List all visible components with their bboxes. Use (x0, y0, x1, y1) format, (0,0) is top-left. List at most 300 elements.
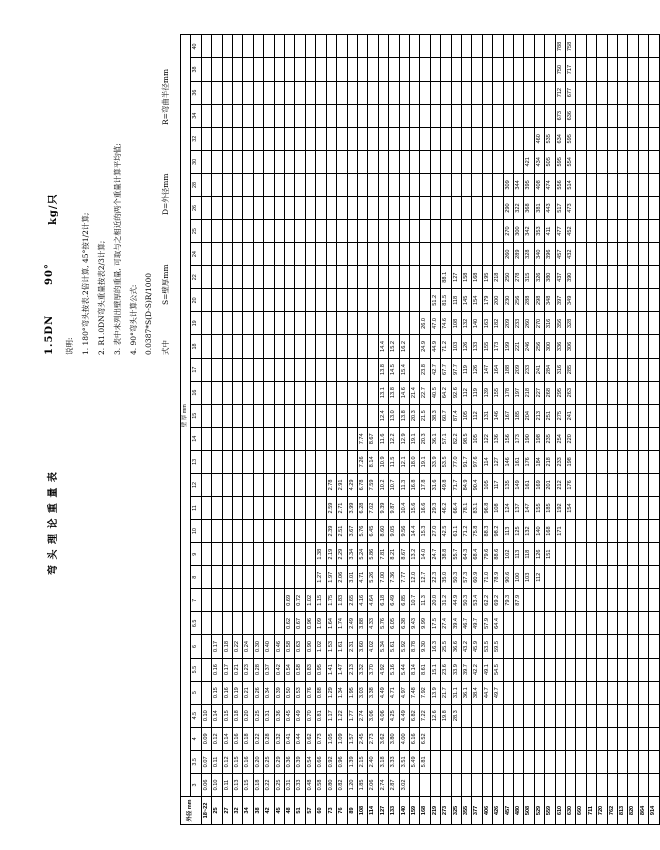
weight-cell (378, 150, 388, 173)
weight-cell: 10.7 (409, 589, 419, 612)
weight-cell (638, 404, 648, 427)
weight-cell (399, 243, 409, 266)
weight-cell (326, 220, 336, 243)
weight-cell: 33.9 (430, 450, 440, 473)
weight-cell: 3.18 (378, 750, 388, 773)
weight-cell (326, 127, 336, 150)
weight-cell (482, 704, 492, 727)
weight-cell (534, 58, 544, 81)
weight-cell (638, 104, 648, 127)
weight-cell (638, 312, 648, 335)
weight-cell (316, 266, 326, 289)
weight-cell (534, 635, 544, 658)
outer-diameter-cell: 762 (607, 797, 617, 825)
weight-cell: 0.07 (201, 750, 211, 773)
weight-cell (597, 773, 607, 796)
weight-cell: 14.5 (389, 358, 399, 381)
weight-cell (628, 543, 638, 566)
weight-cell (649, 520, 659, 543)
weight-cell (253, 104, 263, 127)
weight-cell: 1.53 (326, 635, 336, 658)
weight-cell (597, 58, 607, 81)
weight-cell (285, 543, 295, 566)
weight-cell: 0.30 (253, 635, 263, 658)
weight-cell (441, 727, 451, 750)
weight-cell: 1.85 (357, 773, 367, 796)
weight-cell: 71.2 (441, 335, 451, 358)
weight-cell (337, 173, 347, 196)
weight-cell (357, 381, 367, 404)
weight-cell (233, 127, 243, 150)
weight-cell (295, 289, 305, 312)
weight-cell: 1.22 (337, 704, 347, 727)
weight-cell (243, 266, 253, 289)
weight-cell: 0.54 (285, 658, 295, 681)
weight-cell (305, 427, 315, 450)
weight-cell (316, 173, 326, 196)
weight-cell: 212 (555, 473, 565, 496)
weight-cell: 69.2 (493, 589, 503, 612)
weight-cell: 8.61 (420, 658, 430, 681)
weight-cell (566, 566, 576, 589)
weight-cell: 53.5 (441, 450, 451, 473)
weight-cell (420, 104, 430, 127)
weight-cell: 0.11 (222, 773, 232, 796)
weight-cell (326, 104, 336, 127)
weight-cell (576, 681, 586, 704)
weight-cell: 251 (545, 404, 555, 427)
weight-cell: 169 (534, 473, 544, 496)
weight-cell (586, 127, 596, 150)
weight-cell: 44.9 (430, 335, 440, 358)
weight-cell: 0.90 (305, 635, 315, 658)
weight-cell: 395 (524, 173, 534, 196)
weight-cell: 535 (545, 127, 555, 150)
weight-cell: 0.44 (295, 727, 305, 750)
weight-cell (243, 473, 253, 496)
weight-cell: 0.26 (253, 681, 263, 704)
weight-cell: 2.65 (347, 589, 357, 612)
weight-cell (201, 612, 211, 635)
weight-cell: 0.81 (316, 704, 326, 727)
weight-cell (264, 81, 274, 104)
table-title: 弯 头 理 论 重 量 表 (48, 471, 59, 575)
weight-cell: 233 (524, 358, 534, 381)
weight-cell (222, 543, 232, 566)
weight-cell (586, 450, 596, 473)
weight-cell (566, 750, 576, 773)
weight-cell (649, 58, 659, 81)
weight-cell (472, 750, 482, 773)
rotated-sheet (40, 35, 657, 825)
weight-cell (607, 612, 617, 635)
weight-cell (586, 520, 596, 543)
weight-cell (222, 496, 232, 519)
weight-cell (649, 681, 659, 704)
weight-cell (409, 196, 419, 219)
weight-cell (545, 35, 555, 58)
weight-cell (555, 704, 565, 727)
weight-cell (555, 589, 565, 612)
weight-cell: 16.3 (430, 635, 440, 658)
weight-cell: 27.4 (441, 612, 451, 635)
weight-cell (576, 704, 586, 727)
weight-cell (222, 566, 232, 589)
weight-cell (337, 104, 347, 127)
weight-cell (576, 773, 586, 796)
weight-cell: 27.0 (430, 520, 440, 543)
weight-cell: 256 (534, 335, 544, 358)
weight-cell (233, 220, 243, 243)
weight-cell (597, 589, 607, 612)
weight-cell (628, 358, 638, 381)
weight-cell (472, 104, 482, 127)
outer-diameter-cell: 508 (524, 797, 534, 825)
thickness-value: 18 (191, 335, 201, 358)
weight-cell (514, 658, 524, 681)
weight-cell (628, 220, 638, 243)
weight-cell (472, 196, 482, 219)
weight-cell (274, 312, 284, 335)
weight-cell (201, 312, 211, 335)
table-row (295, 35, 305, 825)
weight-cell (305, 381, 315, 404)
weight-cell: 0.96 (305, 612, 315, 635)
weight-cell: 396 (545, 243, 555, 266)
weight-cell (597, 658, 607, 681)
weight-cell: 35.0 (441, 566, 451, 589)
weight-cell (607, 404, 617, 427)
weight-cell (201, 81, 211, 104)
weight-cell (347, 173, 357, 196)
weight-cell (649, 266, 659, 289)
weight-cell: 155 (493, 381, 503, 404)
weight-cell (212, 104, 222, 127)
weight-cell (607, 750, 617, 773)
weight-cell (628, 773, 638, 796)
weight-cell: 155 (534, 496, 544, 519)
weight-cell (638, 35, 648, 58)
weight-cell (649, 243, 659, 266)
weight-cell (576, 612, 586, 635)
weight-cell (555, 750, 565, 773)
weight-cell (514, 727, 524, 750)
outer-diameter-cell: 480 (514, 797, 524, 825)
weight-cell (441, 220, 451, 243)
weight-cell (357, 266, 367, 289)
outer-diameter-cell: 273 (441, 797, 451, 825)
weight-cell: 55.7 (451, 543, 461, 566)
weight-cell (357, 243, 367, 266)
weight-cell (368, 81, 378, 104)
weight-cell (274, 450, 284, 473)
weight-cell: 40.5 (430, 381, 440, 404)
weight-cell: 204 (524, 404, 534, 427)
weight-cell (264, 543, 274, 566)
formula: 0.0387*S(D-S)R/1000 (144, 272, 153, 355)
weight-cell (243, 450, 253, 473)
weight-cell: 13.8 (378, 358, 388, 381)
weight-cell (524, 35, 534, 58)
weight-cell (274, 404, 284, 427)
weight-cell: 0.39 (274, 681, 284, 704)
weight-cell: 348 (545, 289, 555, 312)
weight-cell: 42.5 (441, 520, 451, 543)
weight-cell (389, 35, 399, 58)
weight-cell: 3.70 (368, 658, 378, 681)
weight-cell: 1.97 (326, 566, 336, 589)
weight-cell (555, 773, 565, 796)
weight-cell: 457 (555, 243, 565, 266)
weight-cell: 171 (555, 520, 565, 543)
weight-cell: 8.78 (409, 635, 419, 658)
weight-cell: 0.92 (326, 750, 336, 773)
weight-cell (274, 150, 284, 173)
weight-cell (503, 773, 513, 796)
weight-cell: 0.23 (243, 658, 253, 681)
weight-cell: 98.5 (461, 427, 471, 450)
weight-cell: 192 (555, 496, 565, 519)
weight-cell (566, 589, 576, 612)
weight-cell (545, 58, 555, 81)
weight-cell (514, 58, 524, 81)
weight-cell (233, 266, 243, 289)
weight-cell (201, 35, 211, 58)
weight-cell: 7.22 (420, 704, 430, 727)
weight-cell (597, 427, 607, 450)
weight-cell (347, 220, 357, 243)
weight-cell (222, 358, 232, 381)
weight-cell (586, 35, 596, 58)
weight-cell (233, 450, 243, 473)
weight-cell: 78.9 (493, 566, 503, 589)
outer-diameter-cell: 660 (576, 797, 586, 825)
weight-cell (347, 58, 357, 81)
weight-cell (201, 150, 211, 173)
weight-cell (555, 681, 565, 704)
thickness-value: 34 (191, 104, 201, 127)
table-row (482, 35, 492, 825)
weight-cell (243, 496, 253, 519)
weight-cell: 14.4 (378, 335, 388, 358)
weight-cell: 127 (451, 266, 461, 289)
weight-cell (503, 58, 513, 81)
weight-cell: 0.09 (201, 727, 211, 750)
weight-cell: 92.6 (451, 381, 461, 404)
weight-cell: 20.0 (430, 589, 440, 612)
thickness-header: 壁 厚 mm (181, 35, 191, 797)
weight-cell: 2.45 (357, 727, 367, 750)
weight-cell: 97.6 (472, 450, 482, 473)
weight-cell (586, 81, 596, 104)
weight-cell (461, 196, 471, 219)
weight-cell (285, 566, 295, 589)
weight-cell: 213 (534, 404, 544, 427)
weight-cell (420, 81, 430, 104)
weight-cell (212, 127, 222, 150)
weight-cell (555, 635, 565, 658)
weight-cell: 353 (534, 220, 544, 243)
weight-cell: 36.6 (451, 635, 461, 658)
weight-cell (212, 358, 222, 381)
weight-cell (566, 543, 576, 566)
weight-cell: 7.48 (409, 681, 419, 704)
thickness-value: 3 (191, 773, 201, 796)
weight-cell (430, 35, 440, 58)
weight-cell (534, 81, 544, 104)
weight-cell: 15.4 (399, 358, 409, 381)
weight-cell (482, 127, 492, 150)
weight-cell: 473 (566, 196, 576, 219)
table-row (503, 35, 513, 825)
weight-cell (628, 58, 638, 81)
weight-cell (264, 496, 274, 519)
weight-cell (628, 404, 638, 427)
weight-cell (326, 312, 336, 335)
weight-cell (607, 358, 617, 381)
weight-cell (430, 58, 440, 81)
thickness-value: 40 (191, 35, 201, 58)
weight-cell: 26.0 (420, 312, 430, 335)
weight-cell (618, 612, 628, 635)
weight-cell: 156 (503, 427, 513, 450)
weight-cell: 84.9 (461, 473, 471, 496)
weight-cell: 178 (503, 381, 513, 404)
weight-cell (201, 220, 211, 243)
weight-cell (389, 266, 399, 289)
weight-cell: 1.15 (316, 589, 326, 612)
table-row (618, 35, 628, 825)
weight-cell: 135 (503, 473, 513, 496)
weight-cell: 71.2 (461, 520, 471, 543)
weight-cell (441, 35, 451, 58)
table-row (420, 35, 430, 825)
weight-cell (597, 473, 607, 496)
weight-cell: 60.9 (472, 566, 482, 589)
table-row (326, 35, 336, 825)
weight-cell (618, 358, 628, 381)
weight-cell (337, 358, 347, 381)
weight-cell (472, 727, 482, 750)
weight-cell (638, 496, 648, 519)
weight-cell: 0.54 (305, 750, 315, 773)
weight-cell (461, 150, 471, 173)
weight-cell (316, 196, 326, 219)
weight-cell (482, 104, 492, 127)
weight-cell (357, 173, 367, 196)
thickness-value: 36 (191, 81, 201, 104)
weight-cell (649, 589, 659, 612)
weight-cell (274, 289, 284, 312)
outer-diameter-cell: 813 (618, 797, 628, 825)
weight-cell: 9.43 (409, 612, 419, 635)
weight-cell: 260 (524, 312, 534, 335)
weight-cell (451, 750, 461, 773)
weight-cell (264, 173, 274, 196)
weight-cell: 96.8 (482, 496, 492, 519)
weight-cell (368, 266, 378, 289)
outer-diameter-cell: 89 (347, 797, 357, 825)
weight-cell: 298 (534, 289, 544, 312)
weight-cell (638, 358, 648, 381)
weight-cell: 326 (534, 266, 544, 289)
weight-cell: 44.7 (482, 681, 492, 704)
weight-cell: 0.22 (233, 635, 243, 658)
weight-cell (285, 289, 295, 312)
weight-cell (201, 404, 211, 427)
weight-cell: 78.1 (461, 496, 471, 519)
weight-cell (472, 220, 482, 243)
weight-cell (201, 58, 211, 81)
weight-cell (638, 704, 648, 727)
weight-cell (618, 58, 628, 81)
weight-cell: 0.69 (285, 589, 295, 612)
weight-cell (597, 81, 607, 104)
weight-cell (638, 681, 648, 704)
weight-cell: 340 (534, 243, 544, 266)
weight-cell (618, 381, 628, 404)
weight-cell: 119 (461, 358, 471, 381)
weight-cell (482, 173, 492, 196)
weight-cell (378, 312, 388, 335)
weight-cell (253, 543, 263, 566)
outer-diameter-cell: 140 (399, 797, 409, 825)
weight-cell: 0.16 (233, 727, 243, 750)
weight-cell: 31.1 (451, 681, 461, 704)
weight-cell: 20.3 (420, 427, 430, 450)
weight-cell (285, 520, 295, 543)
weight-cell (472, 173, 482, 196)
weight-cell (461, 35, 471, 58)
weight-cell: 0.15 (222, 704, 232, 727)
weight-cell (368, 196, 378, 219)
weight-cell: 113 (514, 543, 524, 566)
weight-cell (586, 427, 596, 450)
weight-cell: 20.3 (409, 404, 419, 427)
weight-cell (534, 727, 544, 750)
weight-cell: 132 (461, 312, 471, 335)
weight-table (180, 34, 660, 825)
weight-cell (347, 104, 357, 127)
weight-cell: 90.6 (503, 566, 513, 589)
weight-cell: 1.17 (326, 704, 336, 727)
weight-cell (607, 635, 617, 658)
weight-cell: 11.5 (389, 450, 399, 473)
weight-cell (607, 381, 617, 404)
weight-cell: 112 (461, 381, 471, 404)
weight-cell: 137 (514, 496, 524, 519)
weight-cell: 443 (545, 196, 555, 219)
weight-cell (628, 289, 638, 312)
weight-cell: 3.60 (357, 635, 367, 658)
weight-cell (628, 727, 638, 750)
weight-cell (316, 427, 326, 450)
weight-cell (243, 427, 253, 450)
weight-cell (628, 566, 638, 589)
weight-cell (212, 496, 222, 519)
table-row (461, 35, 471, 825)
outer-diameter-cell: 18~22 (201, 797, 211, 825)
weight-cell (409, 220, 419, 243)
weight-cell: 381 (534, 196, 544, 219)
weight-cell (628, 381, 638, 404)
weight-cell (305, 543, 315, 566)
weight-cell (451, 58, 461, 81)
weight-cell: 12.1 (399, 450, 409, 473)
weight-cell (399, 35, 409, 58)
thickness-value: 19 (191, 312, 201, 335)
weight-cell (285, 496, 295, 519)
